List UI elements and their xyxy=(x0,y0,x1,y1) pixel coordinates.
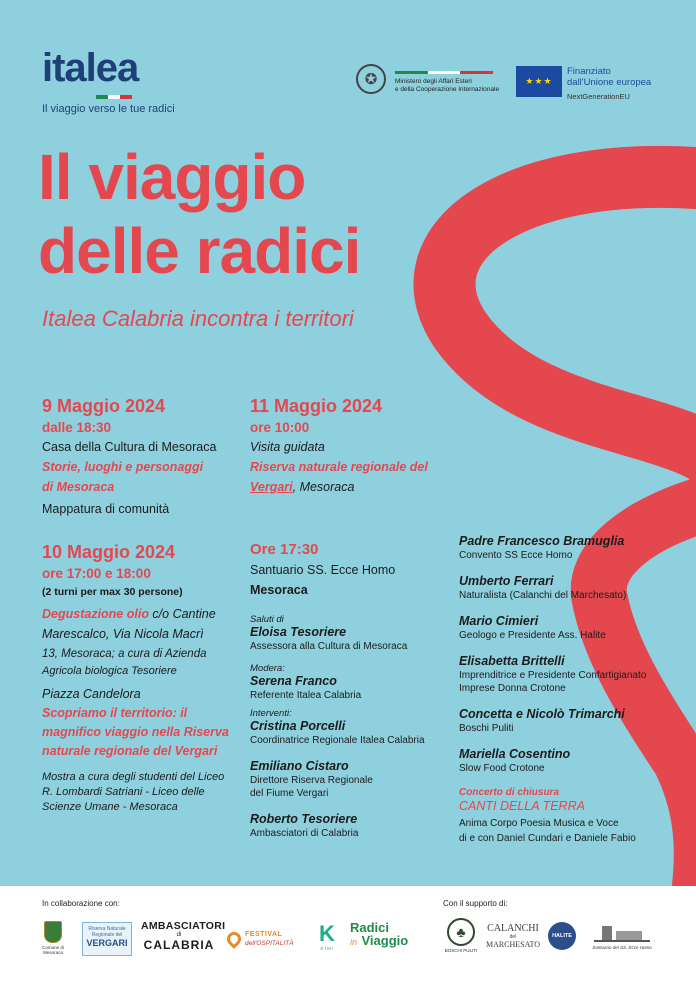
right-speaker: Elisabetta Brittelli Imprenditrice e Presidente Confartigianato Imprese Donna Crotone xyxy=(459,654,647,694)
concert-line2: di e con Daniel Cundari e Daniele Fabio xyxy=(459,833,636,844)
day1-note: Mappatura di comunità xyxy=(42,502,170,516)
main-title: Il viaggio delle radici xyxy=(38,141,361,287)
day3-tasting: Degustazione olio c/o Cantine Marescalco, Via Nicola Macrì 13, Mesoraca; a cura di Azienda Agricola biologica Tesoriere xyxy=(42,607,216,677)
moderator-label: Modera: xyxy=(250,663,285,674)
day1-time: dalle 18:30 xyxy=(42,420,112,435)
right-speaker: Padre Francesco Bramuglia Convento SS Ecce Homo xyxy=(459,534,625,561)
mesoraca-logo: Comune di Mesoraca xyxy=(38,921,68,955)
calanchi-logo: CALANCHI del MARCHESATO xyxy=(485,923,541,949)
day1-place: Casa della Cultura di Mesoraca xyxy=(42,440,217,454)
day3-turns: (2 turni per max 30 persone) xyxy=(42,586,183,598)
concert-block xyxy=(459,787,691,845)
eu-flag-icon: ★★★ xyxy=(516,66,562,97)
right-speaker: Mario Cimieri Geologo e Presidente Ass. Halite xyxy=(459,614,606,641)
festival-logo: FESTIVAL dell'OSPITALITÀ xyxy=(227,926,297,952)
left-speaker: Emiliano Cistaro Direttore Riserva Regionale del Fiume Vergari xyxy=(250,759,373,799)
santuario-logo: Santuario del SS. Ecce Homo xyxy=(588,922,656,950)
right-speaker: Mariella Cosentino Slow Food Crotone xyxy=(459,747,571,774)
footer xyxy=(0,886,696,984)
church-icon xyxy=(594,922,650,942)
kimi-logo: K K I M I xyxy=(319,921,335,951)
right-speakers xyxy=(459,534,691,845)
evening-time: Ore 17:30 xyxy=(250,541,319,558)
support-label: Con il supporto di: xyxy=(443,899,508,908)
location-pin-icon xyxy=(224,929,244,949)
greetings-name: Eloisa Tesoriere xyxy=(250,625,347,639)
collab-label: In collaborazione con: xyxy=(42,899,120,908)
republic-emblem-icon: ✪ xyxy=(356,64,386,94)
left-speaker: Roberto Tesoriere Ambasciatori di Calabria xyxy=(250,812,359,839)
day3-discovery: Scopriamo il territorio: il magnifico viaggio nella Riserva naturale regionale del Vergari xyxy=(42,706,229,758)
vergari-logo: Riserva Naturale Regionale del VERGARI xyxy=(82,922,132,956)
day3-piazza: Piazza Candelora xyxy=(42,687,141,701)
day3-date: 10 Maggio 2024 xyxy=(42,542,176,562)
moderator-name: Serena Franco xyxy=(250,674,337,688)
radici-logo: Radici in Viaggio xyxy=(350,920,409,948)
day3-exhibit: Mostra a cura degli studenti del Liceo R. Lombardi Satriani - Liceo delle Scienze Umane - Mesoraca xyxy=(42,771,225,813)
right-speaker: Concetta e Nicolò Trimarchi Boschi Puliti xyxy=(459,707,625,734)
day2-block xyxy=(250,396,460,497)
italea-logo: italea xyxy=(42,46,139,90)
day1-block xyxy=(42,396,247,519)
day2-time: ore 10:00 xyxy=(250,420,310,435)
day2-date: 11 Maggio 2024 xyxy=(250,396,383,416)
coat-of-arms-icon xyxy=(44,921,62,943)
moderator-role: Referente Italea Calabria xyxy=(250,690,362,701)
evening-place: Santuario SS. Ecce Homo xyxy=(250,563,396,577)
concert-label: Concerto di chiusura xyxy=(459,787,560,798)
tagline: Il viaggio verso le tue radici xyxy=(42,103,175,115)
boschi-logo: ♣ BOSCHI PULITI xyxy=(443,918,479,953)
day1-event: Storie, luoghi e personaggi di Mesoraca xyxy=(42,460,204,494)
day2-event: Riserva naturale regionale del Vergari, Mesoraca xyxy=(250,460,428,494)
italia-flag-bar xyxy=(96,95,132,99)
concert-line1: Anima Corpo Poesia Musica e Voce xyxy=(459,818,619,829)
ministry-flag-line xyxy=(395,71,493,74)
day3-time: ore 17:00 e 18:00 xyxy=(42,566,151,581)
day3-block xyxy=(42,542,247,815)
greetings-label: Saluti di xyxy=(250,614,284,625)
day2-activity: Visita guidata xyxy=(250,440,325,454)
swirl-loop xyxy=(445,177,696,470)
halite-logo: HALITE xyxy=(548,922,576,950)
subtitle: Italea Calabria incontra i territori xyxy=(42,306,354,331)
day1-date: 9 Maggio 2024 xyxy=(42,396,166,416)
tree-icon: ♣ xyxy=(447,918,475,946)
greetings-role: Assessora alla Cultura di Mesoraca xyxy=(250,641,408,652)
eu-funding: Finanziato dall'Unione europea NextGenerationEU xyxy=(567,66,652,101)
evening-block xyxy=(250,541,450,840)
ambasciatori-logo: AMBASCIATORI di CALABRIA xyxy=(141,920,226,952)
concert-title: CANTI DELLA TERRA xyxy=(459,799,585,813)
right-speaker: Umberto Ferrari Naturalista (Calanchi del Marchesato) xyxy=(459,574,627,601)
ministry-name: Ministero degli Affari Esteri e della Cooperazione Internazionale xyxy=(395,78,500,93)
speakers-label: Interventi: xyxy=(250,708,292,719)
evening-town: Mesoraca xyxy=(250,583,308,597)
left-speaker: Cristina Porcelli Coordinatrice Regionale Italea Calabria xyxy=(250,719,425,746)
